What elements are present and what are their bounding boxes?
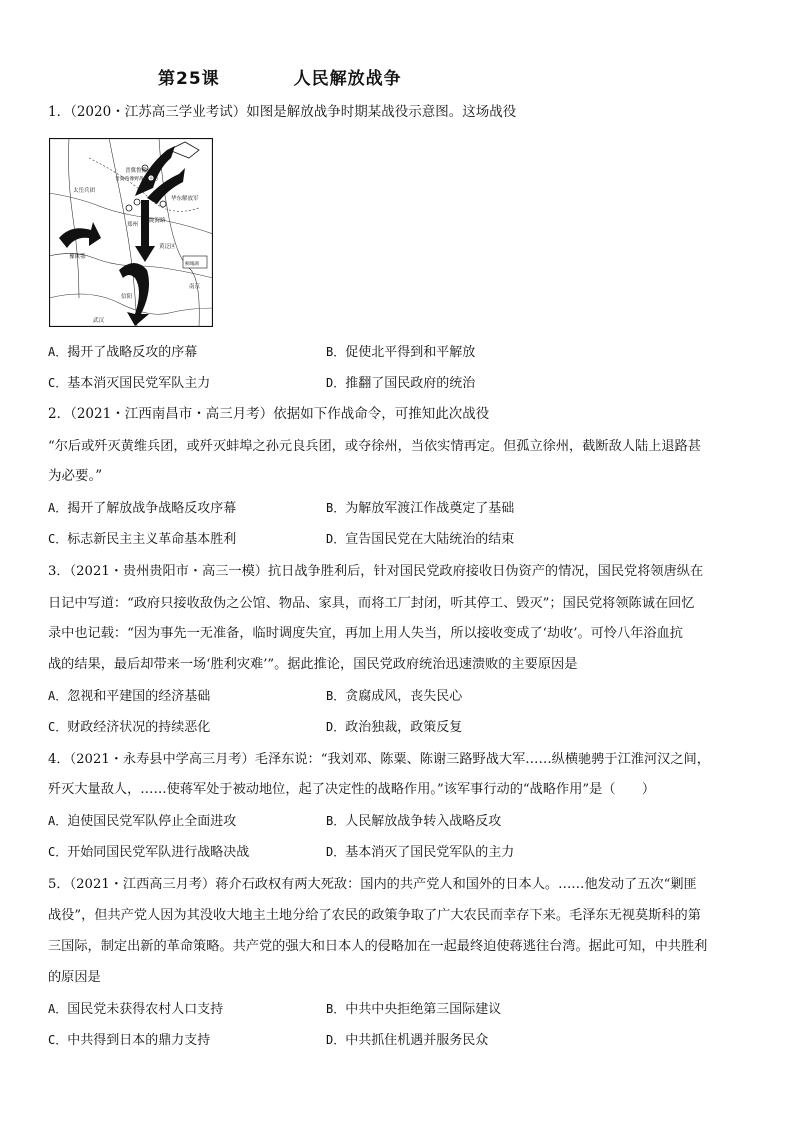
q5-stem: 5．（2021・江西高三月考）蒋介石政权有两大死敌：国内的共产党人和国外的日本人。……他发动了五次“剿匪 [48, 877, 697, 892]
svg-text:豫陕鄂: 豫陕鄂 [69, 254, 86, 260]
q4-option-a[interactable]: A．迫使国民党军队停止全面进攻 [48, 814, 237, 829]
q3-stem-line: 录中也记载：“因为事先一无准备，临时调度失宜，再加上用人失当，所以接收变成了‘劫收’。可怜八年浴血抗 [48, 626, 683, 641]
q5-stem-line: 三国际，制定出新的革命策略。共产党的强大和日本人的侵略加在一起最终迫使蒋逃往台湾。据此可知，中共胜利 [48, 939, 708, 954]
svg-text:晋冀鲁豫野战军主力: 晋冀鲁豫野战军主力 [115, 177, 159, 182]
svg-text:华东解放军: 华东解放军 [171, 196, 199, 202]
page-title [158, 64, 402, 89]
q2-quote-line: 为必要。” [48, 468, 103, 484]
svg-text:陇海路: 陇海路 [149, 218, 166, 224]
q3-stem-line: 日记中写道：“政府只接收敌伪之公馆、物品、家具，而将工厂封闭，听其停工、毁灭”；国民党将领陈诚在回忆 [48, 596, 695, 611]
svg-text:桐城湖: 桐城湖 [185, 262, 199, 267]
lesson-topic: 人民解放战争 [293, 69, 402, 89]
q1-option-d[interactable]: D．推翻了国民政府的统治 [326, 376, 476, 391]
svg-text:太岳兵团: 太岳兵团 [73, 188, 96, 194]
svg-text:武汉: 武汉 [93, 318, 105, 324]
q1-option-c[interactable]: C．基本消灭国民党军队主力 [48, 376, 211, 391]
q4-option-c[interactable]: C．开始同国民党军队进行战略决战 [48, 845, 250, 860]
q1-option-b[interactable]: B．促使北平得到和平解放 [326, 345, 476, 360]
q2-stem: 2．（2021・江西南昌市・高三月考）依据如下作战命令，可推知此次战役 [48, 406, 490, 422]
q2-option-d[interactable]: D．宣告国民党在大陆统治的结束 [326, 532, 515, 547]
svg-text:南京: 南京 [189, 284, 201, 290]
q5-option-a[interactable]: A．国民党未获得农村人口支持 [48, 1002, 224, 1017]
q3-option-c[interactable]: C．财政经济状况的持续恶化 [48, 720, 211, 735]
q4-stem: 4．（2021・永寿县中学高三月考）毛泽东说：“我刘邓、陈粟、陈谢三路野战大军……纵横驰骋于江淮河汉之间， [48, 752, 710, 767]
q5-option-d[interactable]: D．中共抓住机遇并服务民众 [326, 1033, 489, 1048]
q3-option-a[interactable]: A．忽视和平建国的经济基础 [48, 689, 211, 704]
q2-option-c[interactable]: C．标志新民主主义革命基本胜利 [48, 532, 237, 547]
q4-option-b[interactable]: B．人民解放战争转入战略反攻 [326, 814, 502, 829]
q5-stem-line: 战役”，但共产党人因为其没收大地主土地分给了农民的政策争取了广大农民而幸存下来。毛泽东无视莫斯科的第 [48, 908, 701, 923]
q5-option-c[interactable]: C．中共得到日本的鼎力支持 [48, 1033, 211, 1048]
q5-stem-line: 的原因是 [48, 970, 101, 985]
q2-option-a[interactable]: A．揭开了解放战争战略反攻序幕 [48, 501, 237, 516]
q2-quote-line: “尔后或歼灭黄维兵团，或歼灭蚌埠之孙元良兵团，或夺徐州，当依实情再定。但孤立徐州，截断敌人陆上退路甚 [48, 439, 701, 454]
q4-stem-line: 歼灭大量敌人，……使蒋军处于被动地位，起了决定性的战略作用。”该军事行动的“战略作用”是（ ） [48, 782, 656, 797]
q5-option-b[interactable]: B．中共中央拒绝第三国际建议 [326, 1002, 502, 1017]
q1-stem: 1．（2020・江苏高三学业考试）如图是解放战争时期某战役示意图。这场战役 [48, 104, 517, 120]
svg-text:信阳: 信阳 [121, 294, 133, 300]
svg-text:晋冀鲁豫: 晋冀鲁豫 [125, 168, 148, 174]
q3-option-d[interactable]: D．政治独裁，政策反复 [326, 720, 463, 735]
q2-option-b[interactable]: B．为解放军渡江作战奠定了基础 [326, 501, 515, 516]
svg-text:黄泛区: 黄泛区 [159, 244, 176, 250]
q3-stem-line: 战的结果，最后却带来一场‘胜利灾难’”。据此推论，国民党政府统治迅速溃败的主要原因是 [48, 657, 578, 672]
svg-text:郑州: 郑州 [127, 222, 139, 228]
q4-option-d[interactable]: D．基本消灭了国民党军队的主力 [326, 845, 515, 860]
lesson-number: 第25课 [158, 69, 220, 89]
q1-option-a[interactable]: A．揭开了战略反攻的序幕 [48, 345, 198, 360]
q3-option-b[interactable]: B．贪腐成风，丧失民心 [326, 689, 463, 704]
q3-stem: 3．（2021・贵州贵阳市・高三一模）抗日战争胜利后，针对国民党政府接收日伪资产的情况，国民党将领唐纵在 [48, 564, 704, 579]
battle-map [49, 138, 213, 327]
